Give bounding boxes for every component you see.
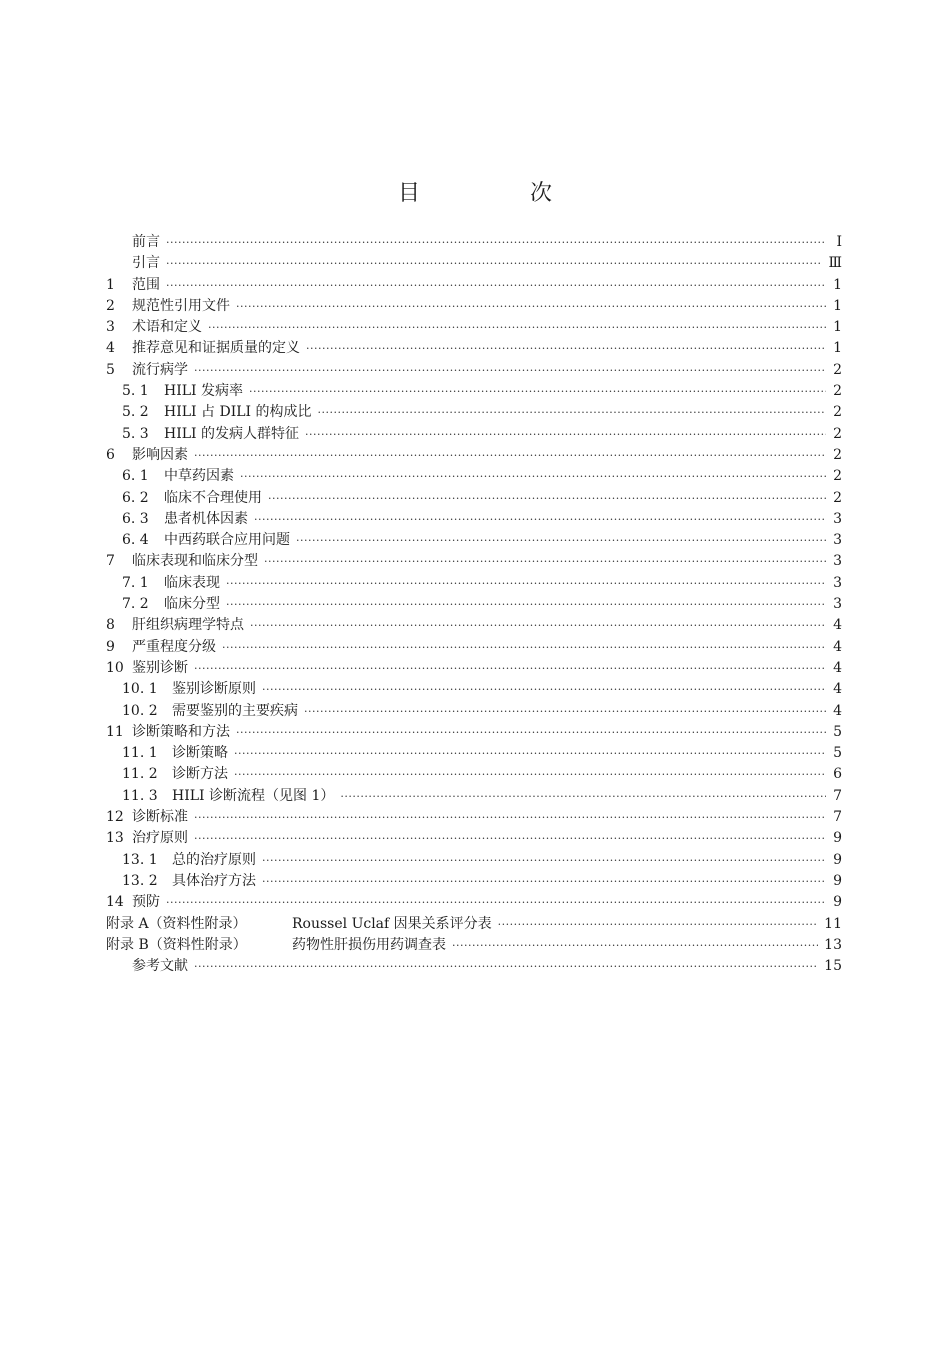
toc-entry-number: 13 [106,830,124,847]
toc-entry-number: 6. 3 [122,510,149,527]
toc-entry-page: 4 [833,617,842,634]
toc-entry[interactable] [106,509,842,530]
toc-entry[interactable] [106,338,842,359]
toc-entry-number: 13. 1 [122,851,158,868]
toc-entry[interactable] [106,275,842,296]
dot-leader [166,892,826,913]
toc-entry-page: Ⅲ [828,255,842,272]
toc-entry[interactable] [106,807,842,828]
toc-entry-label: HILI 的发病人群特征 [164,425,300,442]
dot-leader [296,530,826,551]
dot-leader [234,743,826,764]
toc-entry-page: 3 [833,510,842,527]
toc-entry[interactable] [106,679,842,700]
toc-entry[interactable] [106,615,842,636]
toc-entry-label: 参考文献 [132,958,188,975]
toc-entry[interactable] [106,828,842,849]
toc-entry-label: 诊断标准 [132,809,188,826]
toc-entry[interactable] [106,253,842,274]
toc-entry[interactable] [106,637,842,658]
toc-entry-label: HILI 诊断流程（见图 1） [172,787,335,804]
toc-entry-number: 13. 2 [122,872,158,889]
toc-entry-label: 需要鉴别的主要疾病 [172,702,298,719]
toc-entry-label: 预防 [132,894,160,911]
toc-entry[interactable] [106,573,842,594]
dot-leader [304,701,826,722]
toc-entry[interactable] [106,850,842,871]
toc-entry[interactable] [106,424,842,445]
dot-leader [236,722,826,743]
dot-leader [234,764,826,785]
toc-entry-page: 5 [833,745,842,762]
toc-entry-number: 10. 1 [122,681,158,698]
dot-leader [268,488,826,509]
toc-entry-label: 临床分型 [164,596,220,613]
toc-entry-label: 术语和定义 [132,319,202,336]
toc-entry-label: 诊断方法 [172,766,228,783]
toc-entry-label: 鉴别诊断原则 [172,681,256,698]
toc-entry-page: 1 [833,276,842,293]
dot-leader [452,935,818,956]
toc-entry-label: 严重程度分级 [132,638,216,655]
toc-entry[interactable] [106,296,842,317]
toc-entry-page: 7 [833,787,842,804]
toc-entry-number: 11. 3 [122,787,158,804]
toc-entry-page: 9 [833,872,842,889]
toc-entry-number: 7. 2 [122,596,149,613]
toc-entry-label: Roussel Uclaf 因果关系评分表 [292,915,492,932]
toc-entry-number: 6. 1 [122,468,149,485]
toc-entry-number: 5. 1 [122,383,149,400]
toc-entry[interactable] [106,892,842,913]
dot-leader [262,850,826,871]
toc-entry-page: 5 [833,723,842,740]
toc-entry-page: 4 [833,681,842,698]
dot-leader [226,594,826,615]
toc-entry-number: 5 [106,361,115,378]
dot-leader [249,381,826,402]
toc-entry-page: 6 [833,766,842,783]
toc-entry[interactable] [106,658,842,679]
toc-entry[interactable] [106,594,842,615]
toc-entry-number: 3 [106,319,115,336]
toc-entry-page: 9 [833,894,842,911]
dot-leader [318,402,827,423]
toc-entry[interactable] [106,935,842,956]
toc-entry-label: 临床表现 [164,574,220,591]
dot-leader [236,296,826,317]
toc-entry[interactable] [106,466,842,487]
dot-leader [240,466,826,487]
dot-leader [264,551,826,572]
toc-entry-label: 流行病学 [132,361,188,378]
toc-entry-page: 9 [833,851,842,868]
toc-entry-page: 15 [824,958,842,975]
toc-entry[interactable] [106,722,842,743]
toc-entry-page: 4 [833,702,842,719]
toc-entry[interactable] [106,786,842,807]
toc-entry-number: 5. 2 [122,404,149,421]
toc-entry-page: 2 [833,446,842,463]
toc-entry-label: 诊断策略和方法 [132,723,230,740]
toc-entry-label: 引言 [132,255,160,272]
dot-leader [194,828,826,849]
dot-leader [306,338,826,359]
toc-entry[interactable] [106,445,842,466]
toc-entry[interactable] [106,317,842,338]
dot-leader [305,424,826,445]
toc-entry-number: 12 [106,809,124,826]
toc-entry-number: 6. 2 [122,489,149,506]
toc-entry-number: 5. 3 [122,425,149,442]
toc-entry-number: 6. 4 [122,532,149,549]
dot-leader [208,317,826,338]
toc-entry-page: Ⅰ [836,234,842,250]
toc-entry-label: 临床表现和临床分型 [132,553,258,570]
toc-entry-label: 药物性肝损伤用药调查表 [292,936,446,953]
toc-entry-label: 治疗原则 [132,830,188,847]
toc-entry-number: 10. 2 [122,702,158,719]
dot-leader [194,807,826,828]
toc-entry-label: 推荐意见和证据质量的定义 [132,340,300,357]
toc-entry-number: 7. 1 [122,574,149,591]
page-title: 目 次 [397,181,596,206]
dot-leader [222,637,826,658]
toc-entry-number: 11 [106,723,124,740]
toc-entry-label: 鉴别诊断 [132,659,188,676]
toc-entry[interactable] [106,530,842,551]
toc-entry-page: 3 [833,596,842,613]
toc-entry-number: 14 [106,894,124,911]
toc-entry[interactable] [106,488,842,509]
toc-entry-page: 1 [833,340,842,357]
toc-entry[interactable] [106,956,842,977]
toc-entry-label: 影响因素 [132,446,188,463]
toc-entry[interactable] [106,764,842,785]
toc-entry-label: 中西药联合应用问题 [164,532,290,549]
toc-entry-page: 4 [833,638,842,655]
toc-entry-page: 11 [824,915,842,932]
toc-entry-number: 1 [106,276,115,293]
toc-entry-label: 总的治疗原则 [172,851,256,868]
toc-entry-number: 7 [106,553,115,570]
toc-entry[interactable] [106,232,842,253]
table-of-contents [106,232,842,977]
toc-entry-page: 2 [833,404,842,421]
toc-entry-page: 9 [833,830,842,847]
dot-leader [166,253,822,274]
toc-entry-number: 8 [106,617,115,634]
toc-entry-page: 2 [833,361,842,378]
toc-entry-number: 10 [106,659,124,676]
toc-entry-number: 11. 2 [122,766,158,783]
dot-leader [340,786,826,807]
dot-leader [194,360,826,381]
toc-entry-page: 13 [824,936,842,953]
toc-entry-label: 前言 [132,234,160,250]
toc-entry-label: 患者机体因素 [164,510,248,527]
toc-entry-number: 11. 1 [122,745,158,762]
toc-entry-number: 4 [106,340,115,357]
toc-entry-number: 附录 A（资料性附录） [106,915,247,932]
toc-entry[interactable] [106,701,842,722]
dot-leader [166,275,826,296]
dot-leader [250,615,826,636]
toc-entry[interactable] [106,360,842,381]
toc-entry-label: 规范性引用文件 [132,297,230,314]
dot-leader [498,914,819,935]
toc-entry-page: 3 [833,532,842,549]
toc-entry-number: 2 [106,297,115,314]
toc-entry-page: 3 [833,574,842,591]
toc-entry-page: 2 [833,425,842,442]
dot-leader [166,232,826,253]
dot-leader [194,956,818,977]
toc-entry-label: 肝组织病理学特点 [132,617,244,634]
dot-leader [194,445,826,466]
toc-entry-page: 1 [833,319,842,336]
dot-leader [262,679,826,700]
toc-entry-label: 中草药因素 [164,468,234,485]
dot-leader [262,871,826,892]
toc-entry-page: 2 [833,468,842,485]
toc-entry-page: 7 [833,809,842,826]
toc-entry-page: 1 [833,297,842,314]
dot-leader [194,658,826,679]
toc-entry[interactable] [106,402,842,423]
toc-entry-number: 6 [106,446,115,463]
toc-entry-page: 4 [833,659,842,676]
toc-entry-page: 3 [833,553,842,570]
toc-entry-page: 2 [833,383,842,400]
toc-entry-label: HILI 占 DILI 的构成比 [164,404,312,421]
toc-entry[interactable] [106,551,842,572]
toc-entry-label: 具体治疗方法 [172,872,256,889]
toc-entry[interactable] [106,381,842,402]
toc-entry-label: 临床不合理使用 [164,489,262,506]
toc-entry[interactable] [106,743,842,764]
toc-entry[interactable] [106,871,842,892]
toc-entry-label: HILI 发病率 [164,383,244,400]
dot-leader [254,509,826,530]
toc-entry-number: 附录 B（资料性附录） [106,936,247,953]
toc-entry-label: 诊断策略 [172,745,228,762]
toc-entry-number: 9 [106,638,115,655]
toc-entry-page: 2 [833,489,842,506]
dot-leader [226,573,826,594]
toc-entry-label: 范围 [132,276,160,293]
toc-entry[interactable] [106,914,842,935]
